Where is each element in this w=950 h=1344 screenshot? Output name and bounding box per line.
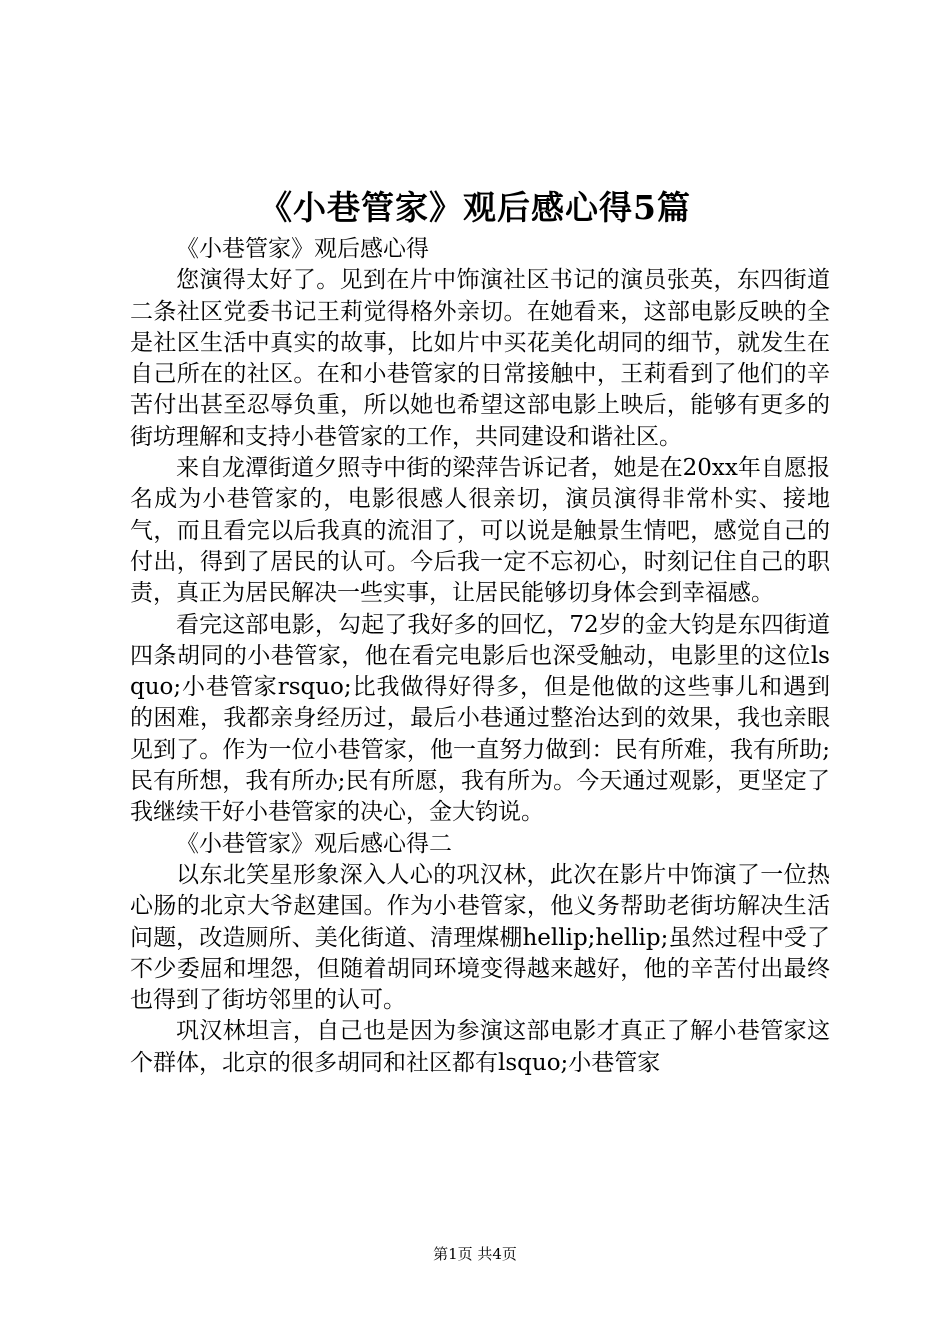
paragraph: 您演得太好了。见到在片中饰演社区书记的演员张英，东四街道二条社区党委书记王莉觉得格外亲切。在她看来，这部电影反映的全是社区生活中真实的故事，比如片中买花美化胡同的细节，就发生在自己所在的社区。在和小巷管家的日常接触中，王莉看到了他们的辛苦付出甚至忍辱负重，所以她也希望这部电影上映后，能够有更多的街坊理解和支持小巷管家的工作，共同建设和谐社区。 bbox=[130, 267, 830, 450]
paragraph: 巩汉林坦言，自己也是因为参演这部电影才真正了解小巷管家这个群体，北京的很多胡同和社区都有lsquo;小巷管家 bbox=[130, 1018, 830, 1076]
page-footer bbox=[0, 1244, 950, 1264]
paragraph: 来自龙潭街道夕照寺中街的梁萍告诉记者，她是在20xx年自愿报名成为小巷管家的，电影很感人很亲切，演员演得非常朴实、接地气，而且看完以后我真的流泪了，可以说是触景生情吧，感觉自己的付出，得到了居民的认可。今后我一定不忘初心，时刻记住自己的职责，真正为居民解决一些实事，让居民能够切身体会到幸福感。 bbox=[130, 455, 830, 607]
paragraph: 《小巷管家》观后感心得 bbox=[176, 236, 429, 262]
document-body bbox=[130, 234, 830, 1079]
paragraph: 《小巷管家》观后感心得二 bbox=[176, 830, 452, 857]
paragraph: 看完这部电影，勾起了我好多的回忆，72岁的金大钧是东四街道四条胡同的小巷管家，他在看完电影后也深受触动，电影里的这位lsquo;小巷管家rsquo;比我做得好得多，但是他做的这些事儿和遇到的困难，我都亲身经历过，最后小巷通过整治达到的效果，我也亲眼见到了。作为一位小巷管家，他一直努力做到：民有所难，我有所助;民有所想，我有所办;民有所愿，我有所为。今天通过观影，更坚定了我继续干好小巷管家的决心，金大钧说。 bbox=[130, 611, 830, 826]
paragraph: 以东北笑星形象深入人心的巩汉林，此次在影片中饰演了一位热心肠的北京大爷赵建国。作为小巷管家，他义务帮助老街坊解决生活问题，改造厕所、美化街道、清理煤棚hellip;hellip;虽然过程中受了不少委屈和埋怨，但随着胡同环境变得越来越好，他的辛苦付出最终也得到了街坊邻里的认可。 bbox=[130, 861, 830, 1014]
page-number: 第1页 共4页 bbox=[433, 1245, 517, 1263]
document-title: 《小巷管家》观后感心得5篇 bbox=[259, 188, 691, 227]
